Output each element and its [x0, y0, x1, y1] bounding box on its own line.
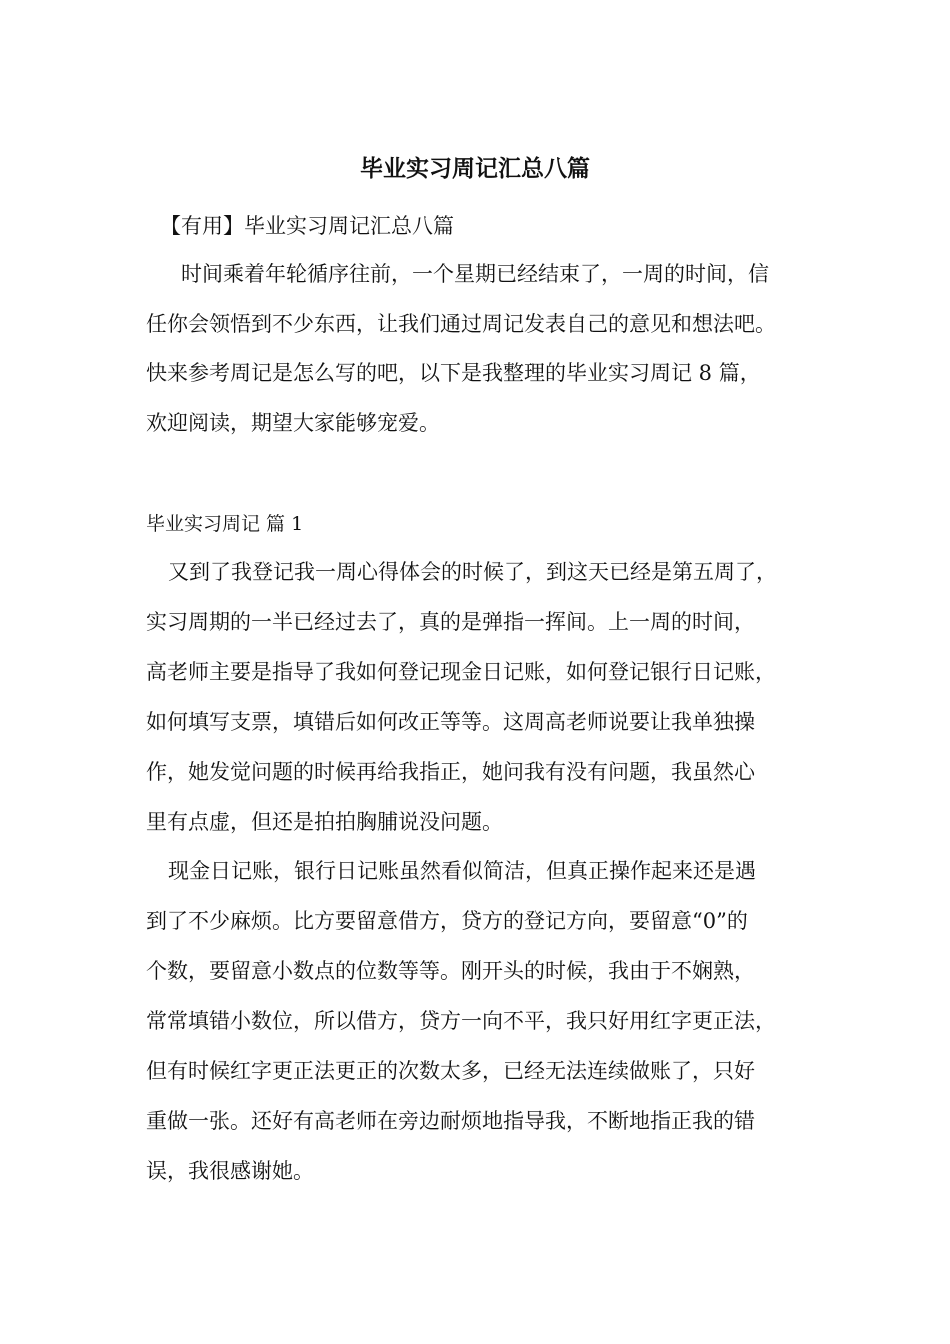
paragraph-line: 重做一张。还好有高老师在旁边耐烦地指导我，不断地指正我的错 — [146, 1109, 755, 1133]
document-subtitle: 【有用】毕业实习周记汇总八篇 — [160, 214, 454, 238]
paragraph-line: 实习周期的一半已经过去了，真的是弹指一挥间。上一周的时间， — [146, 610, 755, 634]
intro-line: 欢迎阅读，期望大家能够宠爱。 — [146, 411, 440, 435]
intro-line: 快来参考周记是怎么写的吧，以下是我整理的毕业实习周记 8 篇， — [146, 361, 761, 385]
paragraph-line: 误，我很感谢她。 — [146, 1159, 314, 1183]
paragraph-line: 如何填写支票，填错后如何改正等等。这周高老师说要让我单独操 — [146, 710, 755, 734]
section-heading: 毕业实习周记 篇 1 — [146, 513, 304, 535]
intro-line: 任你会领悟到不少东西，让我们通过周记发表自己的意见和想法吧。 — [146, 312, 776, 336]
paragraph-line: 到了不少麻烦。比方要留意借方，贷方的登记方向，要留意“0”的 — [146, 909, 748, 933]
paragraph-line: 但有时候红字更正法更正的次数太多，已经无法连续做账了，只好 — [146, 1059, 755, 1083]
paragraph-line: 里有点虚，但还是拍拍胸脯说没问题。 — [146, 810, 503, 834]
intro-line: 时间乘着年轮循序往前，一个星期已经结束了，一周的时间，信 — [160, 262, 769, 286]
paragraph-line: 常常填错小数位，所以借方，贷方一向不平，我只好用红字更正法， — [146, 1009, 776, 1033]
paragraph-line: 又到了我登记我一周心得体会的时候了，到这天已经是第五周了， — [168, 560, 777, 584]
paragraph-line: 现金日记账，银行日记账虽然看似简洁，但真正操作起来还是遇 — [168, 859, 756, 883]
paragraph-line: 作，她发觉问题的时候再给我指正，她问我有没有问题，我虽然心 — [146, 760, 755, 784]
paragraph-line: 高老师主要是指导了我如何登记现金日记账，如何登记银行日记账， — [146, 660, 776, 684]
paragraph-line: 个数，要留意小数点的位数等等。刚开头的时候，我由于不娴熟， — [146, 959, 755, 983]
document-title: 毕业实习周记汇总八篇 — [360, 156, 590, 182]
